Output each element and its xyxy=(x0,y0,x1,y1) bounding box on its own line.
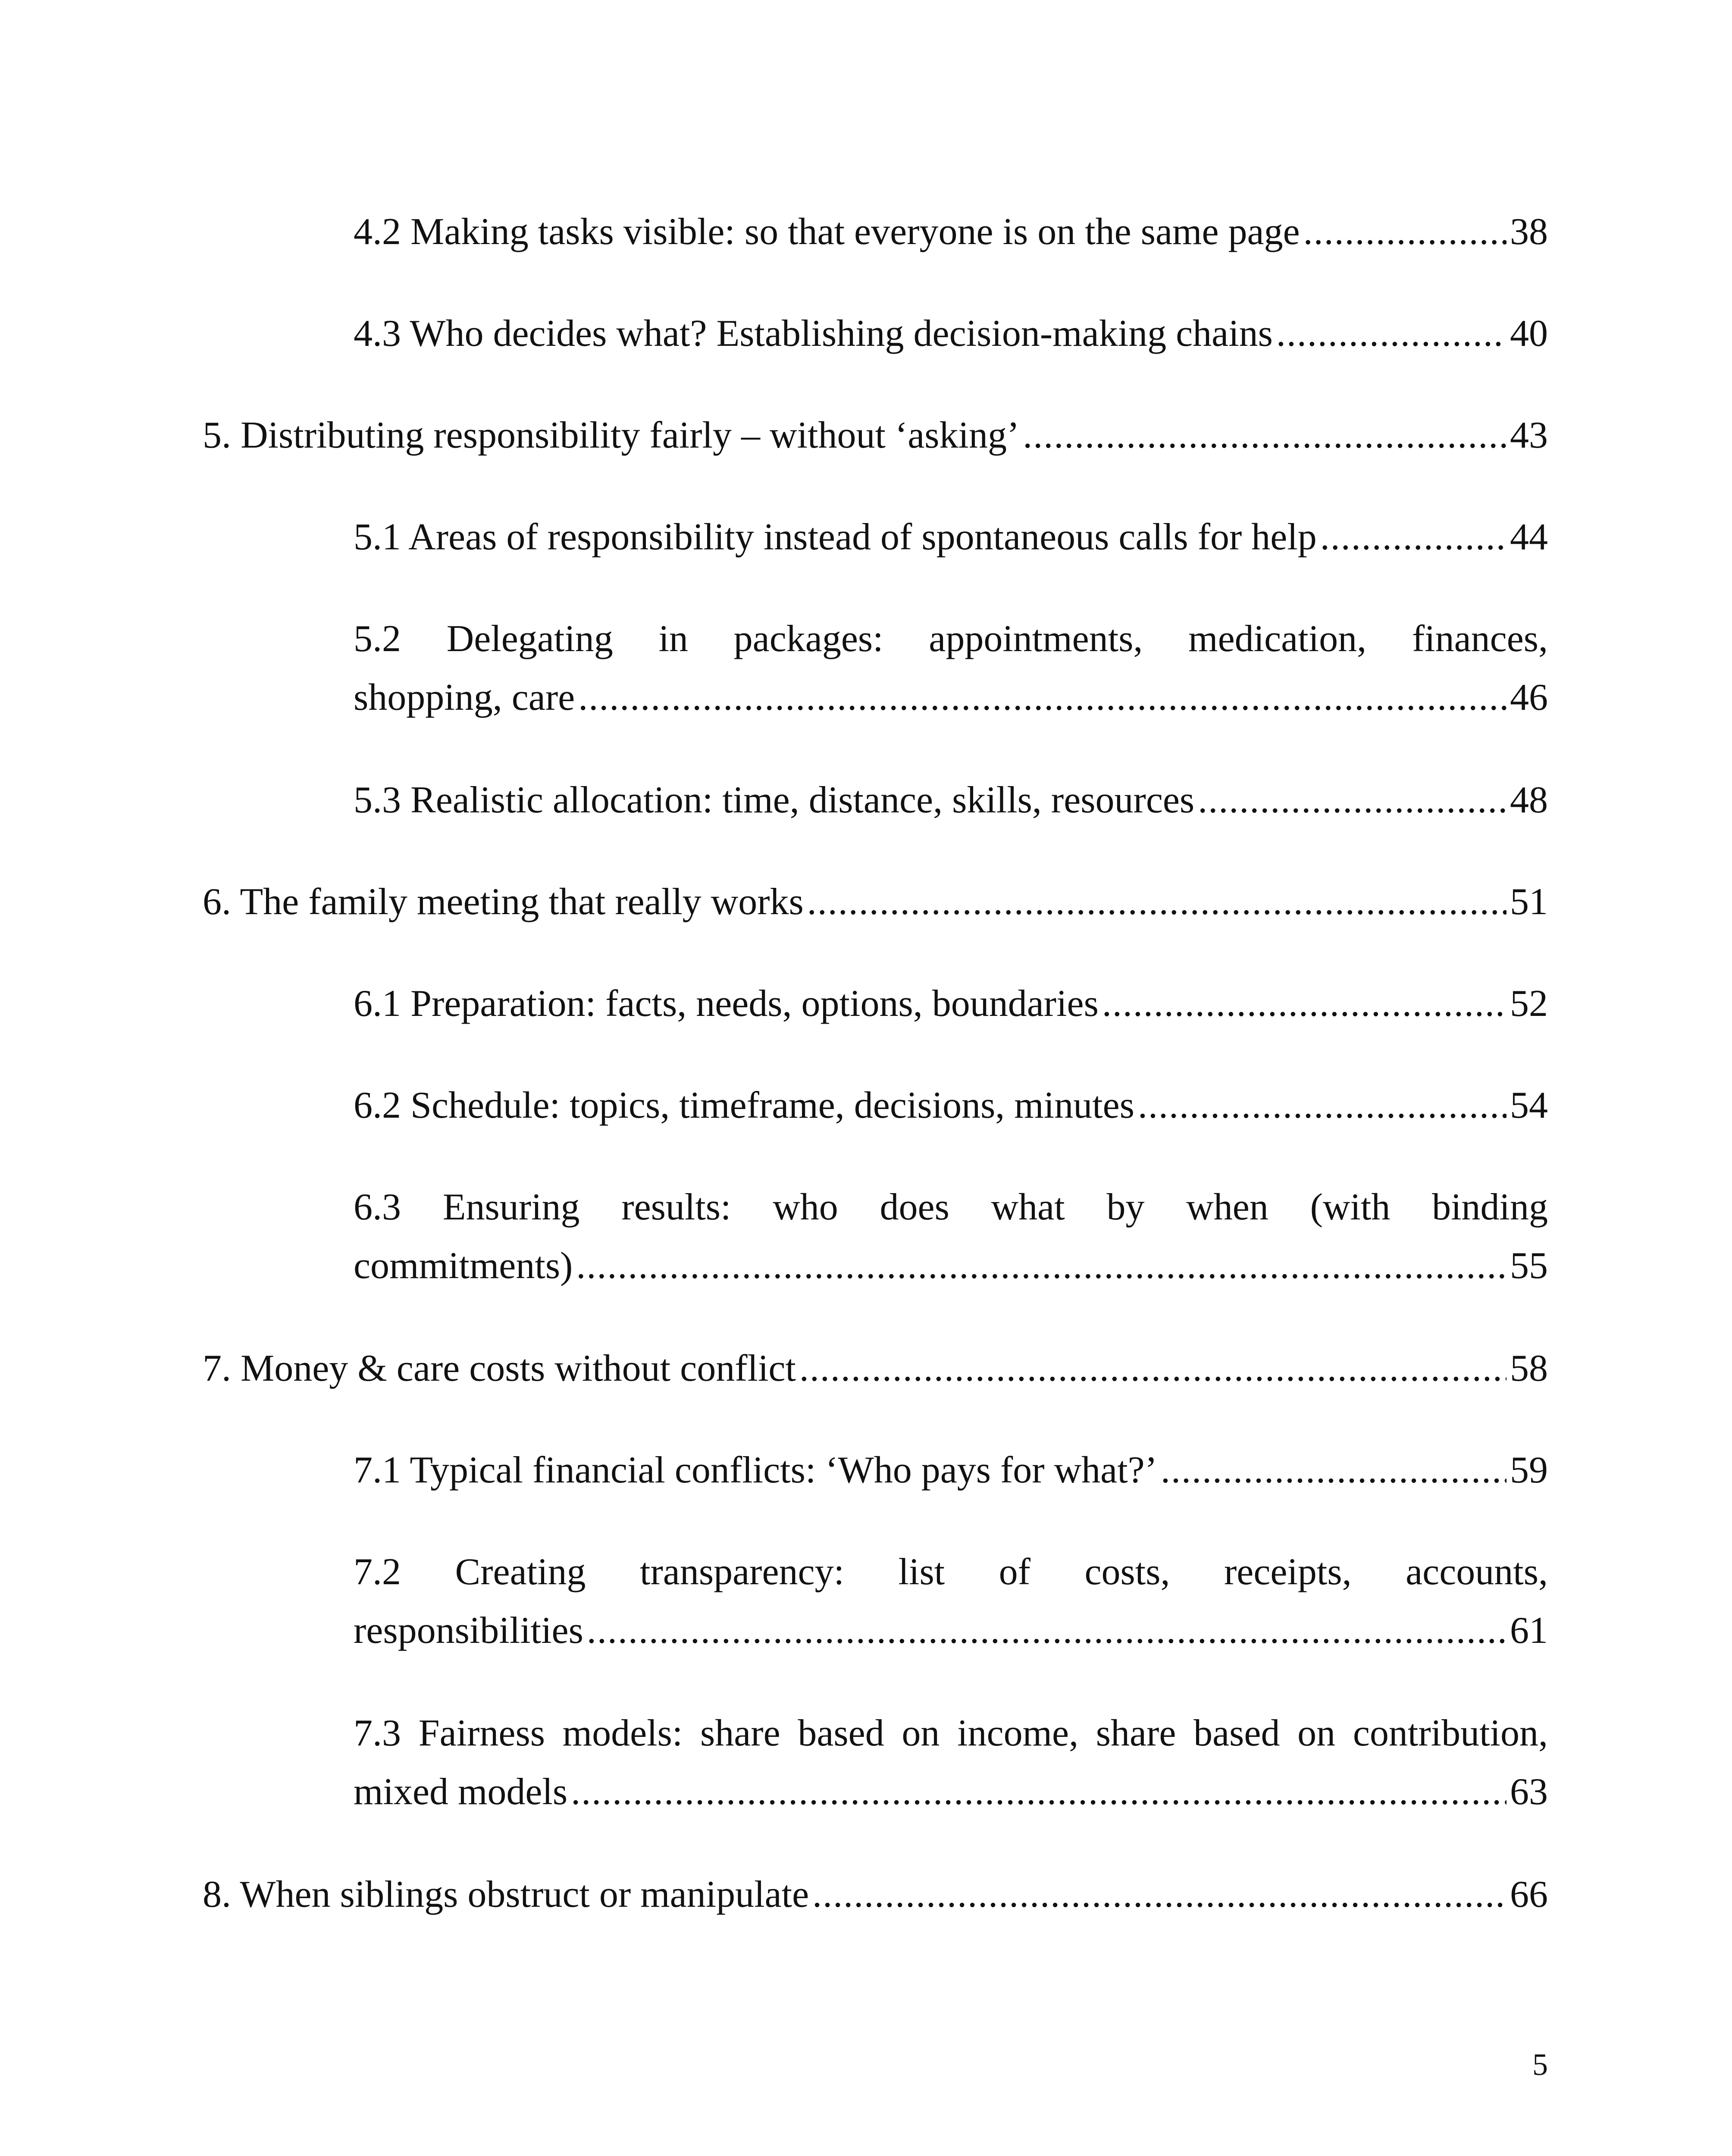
toc-entry-page: 46 xyxy=(1510,677,1548,718)
toc-entry-title-line2-wrap xyxy=(354,1237,1548,1295)
toc-entry-title: 4.2 Making tasks visible: so that everyone is on the same page xyxy=(354,211,1300,253)
toc-entry-page: 52 xyxy=(1510,983,1548,1025)
toc-entry-title: 8. When siblings obstruct or manipulate xyxy=(203,1874,809,1915)
toc-entry-title-line1: 7.2 Creating transparency: list of costs, receipts, accounts, xyxy=(354,1551,1548,1593)
dot-leader xyxy=(1161,1441,1506,1500)
toc-entry-7-2[interactable] xyxy=(354,1543,1548,1660)
toc-entry-title-line1: 5.2 Delegating in packages: appointments, medication, finances, xyxy=(354,618,1548,660)
toc-entry-title-line2-wrap xyxy=(354,1601,1548,1660)
dot-leader xyxy=(1320,508,1506,567)
toc-entry-page: 63 xyxy=(1510,1771,1548,1813)
dot-leader xyxy=(578,668,1506,727)
toc-entry-7[interactable] xyxy=(203,1339,1548,1398)
dot-leader xyxy=(571,1763,1506,1821)
toc-entry-title: 5.3 Realistic allocation: time, distance, skills, resources xyxy=(354,779,1195,821)
toc-entry-6[interactable] xyxy=(203,873,1548,931)
toc-entry-title-line1: 6.3 Ensuring results: who does what by when (with binding xyxy=(354,1186,1548,1228)
dot-leader xyxy=(1138,1076,1506,1135)
toc-entry-page: 51 xyxy=(1510,881,1548,923)
toc-entry-page: 40 xyxy=(1510,313,1548,354)
toc-entry-title: 5. Distributing responsibility fairly – without ‘asking’ xyxy=(203,414,1020,456)
toc-entry-title-line2-wrap xyxy=(354,668,1548,727)
toc-entry-page: 55 xyxy=(1510,1245,1548,1287)
dot-leader xyxy=(587,1601,1506,1660)
toc-entry-title-line2: mixed models xyxy=(354,1771,568,1813)
toc-entry-page: 43 xyxy=(1510,414,1548,456)
toc-entry-6-1[interactable] xyxy=(354,975,1548,1033)
toc-entry-8[interactable] xyxy=(203,1865,1548,1924)
dot-leader xyxy=(1023,406,1506,465)
dot-leader xyxy=(1102,975,1506,1033)
dot-leader xyxy=(807,873,1506,931)
toc-entry-title: 7.1 Typical financial conflicts: ‘Who pays for what?’ xyxy=(354,1449,1158,1491)
toc-entry-7-1[interactable] xyxy=(354,1441,1548,1500)
toc-entry-page: 48 xyxy=(1510,779,1548,821)
toc-entry-5-3[interactable] xyxy=(354,771,1548,830)
dot-leader xyxy=(1198,771,1506,830)
page-number: 5 xyxy=(1532,2047,1548,2082)
dot-leader xyxy=(799,1339,1506,1398)
toc-entry-title: 6.2 Schedule: topics, timeframe, decisions, minutes xyxy=(354,1084,1134,1126)
toc-entry-page: 44 xyxy=(1510,516,1548,558)
toc-entry-title-line2: commitments) xyxy=(354,1245,573,1287)
toc-entry-page: 59 xyxy=(1510,1449,1548,1491)
toc-entry-5-2[interactable] xyxy=(354,610,1548,727)
dot-leader xyxy=(1303,203,1506,261)
toc-entry-page: 61 xyxy=(1510,1610,1548,1651)
toc-entry-title-line1: 7.3 Fairness models: share based on income, share based on contribution, xyxy=(354,1712,1548,1754)
toc-entry-page: 54 xyxy=(1510,1084,1548,1126)
toc-entry-title: 6.1 Preparation: facts, needs, options, boundaries xyxy=(354,983,1099,1025)
dot-leader xyxy=(812,1865,1506,1924)
toc-entry-title-line2: responsibilities xyxy=(354,1610,583,1651)
toc-entry-6-2[interactable] xyxy=(354,1076,1548,1135)
toc-entry-title-line2: shopping, care xyxy=(354,677,575,718)
toc-entry-page: 58 xyxy=(1510,1348,1548,1389)
toc-entry-4-2[interactable] xyxy=(354,203,1548,261)
toc-entry-title: 4.3 Who decides what? Establishing decision-making chains xyxy=(354,313,1273,354)
dot-leader xyxy=(576,1237,1506,1295)
toc-entry-title: 7. Money & care costs without conflict xyxy=(203,1348,796,1389)
toc-entry-page: 38 xyxy=(1510,211,1548,253)
toc-entry-5-1[interactable] xyxy=(354,508,1548,567)
toc-entry-title: 5.1 Areas of responsibility instead of spontaneous calls for help xyxy=(354,516,1317,558)
toc-entry-title-line2-wrap xyxy=(354,1763,1548,1821)
toc-entry-5[interactable] xyxy=(203,406,1548,465)
toc-entry-7-3[interactable] xyxy=(354,1704,1548,1821)
toc-entry-4-3[interactable] xyxy=(354,304,1548,363)
dot-leader xyxy=(1276,304,1506,363)
toc-entry-page: 66 xyxy=(1510,1874,1548,1915)
toc-entry-6-3[interactable] xyxy=(354,1178,1548,1295)
toc-entry-title: 6. The family meeting that really works xyxy=(203,881,804,923)
